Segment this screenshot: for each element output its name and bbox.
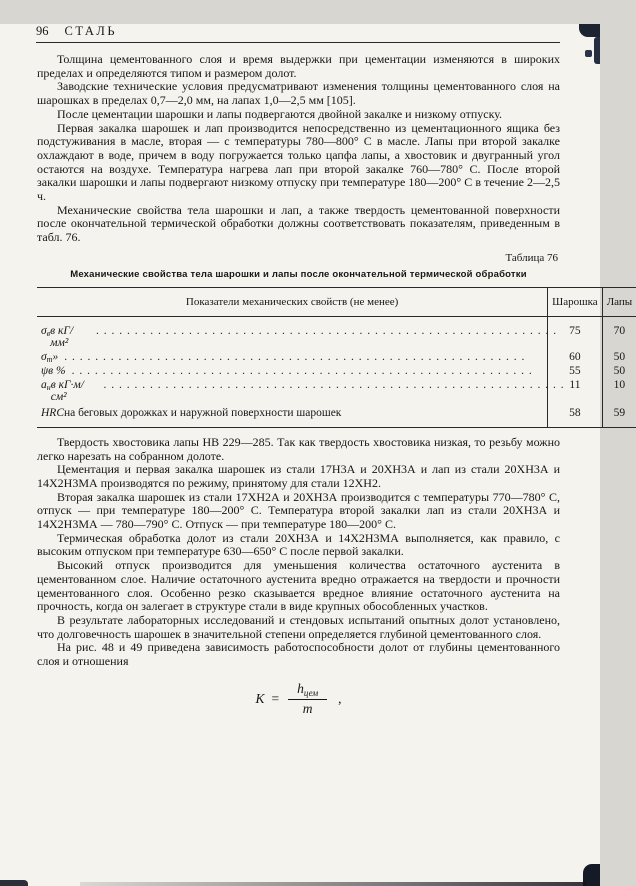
paragraph: Вторая закалка шарошек из стали 17ХН2А и 20ХН3А производится с температуры 770—780° С, отпуск — при температуре 180—200° С. Температура второй закалки лап из стали 20ХН3А и 14Х2Н3МА — 780—790° С. Отпуск — при температуре 180—200° С. (37, 489, 560, 532)
paragraph: После цементации шарошки и лапы подвергаются двойной закалке и низкому отпуску. (57, 106, 503, 121)
value-lapy: 10 (602, 378, 636, 404)
formula-lhs: K (255, 690, 265, 706)
paragraph: Термическая обработка долот из стали 20ХН3А и 14Х2Н3МА выполняется, как правило, с высоким отпуском при температуре 630—650° С после первой закалки. (37, 530, 560, 559)
numerator-base: h (297, 680, 304, 696)
row-symbol: HRC (41, 406, 64, 419)
row-symbol: σ (41, 350, 47, 363)
table-row (37, 404, 636, 428)
table-number-label: Таблица 76 (505, 251, 558, 264)
table-caption: Механические свойства тела шарошки и лапы после окончательной термической обработки (70, 268, 527, 280)
table-row (37, 350, 636, 364)
running-head (36, 24, 560, 43)
page-content (37, 52, 633, 717)
formula-trailing-comma: , (338, 690, 342, 706)
value-sharoshka: 60 (548, 350, 603, 364)
row-units: в кГ·м/см² (50, 378, 84, 403)
row-symbol: a (41, 378, 47, 391)
paragraph: Цементация и первая закалка шарошек из стали 17Н3А и 20ХН3А и лап из стали 20ХН3А и 14Х2Н3МА производятся по режиму, принятому для стали 12ХН2. (37, 462, 560, 490)
dot-leader: . . . . . . . . . . . . . . . . . . . . . . . . . . . . . . . . . . . . . . . . . . . . . . . . . . . . . . . . . . . . (71, 364, 533, 377)
paragraph: Заводские технические условия предусматривают изменения толщины цементованного слоя на шарошках в пределах 0,7—2,0 мм, на лапах 1,0—2,5 мм [105]. (37, 79, 560, 108)
paragraph: На рис. 48 и 49 приведена зависимость работоспособности долот от глубины цементованного слоя и отношения (37, 640, 560, 669)
column-header-spec: Показатели механических свойств (не менее) (37, 287, 548, 316)
dot-leader: . . . . . . . . . . . . . . . . . . . . . . . . . . . . . . . . . . . . . . . . . . . . . . . . . . . . . . . . . . . . (64, 350, 526, 363)
page-number: 96 (36, 24, 49, 38)
value-sharoshka: 11 (548, 378, 603, 404)
value-lapy: 70 (602, 316, 636, 350)
paragraph: В результате лабораторных исследований и стендовых испытаний опытных долот установлено, что долговечность шарошек в значительной степени определяется глубиной цементованного слоя. (37, 612, 560, 641)
row-units: в кГ/мм² (50, 324, 74, 349)
value-lapy: 50 (602, 350, 636, 364)
row-units: » (52, 350, 59, 363)
row-symbol-sub: в (46, 328, 51, 338)
paragraph: Высокий отпуск производится для уменьшения количества остаточного аустенита в цементованном слое. Наличие остаточного аустенита вредно отражается на твердости и прочности цементованного слоя. Особенно резко сказывается вредное влияние остаточного аустенита на прочность, когда он залегает в структуре стали в виде крупных обособленных участков. (37, 558, 560, 614)
value-sharoshka: 75 (548, 316, 603, 350)
scanned-book-page (0, 24, 633, 886)
row-symbol-sub: т (46, 354, 53, 364)
formula-fraction (288, 681, 327, 717)
numerator-subscript: цем (303, 687, 319, 698)
scan-artifact-bottom-left (0, 880, 28, 886)
running-title: СТАЛЬ (64, 24, 118, 38)
formula-numerator (288, 681, 327, 700)
paragraph: Механические свойства тела шарошки и лап, а также твердость цементованной поверхности после окончательной термической обработки должны соответствовать показателям, приведенным в табл. 76. (37, 202, 560, 245)
formula-k-equals-hcem-over-m (37, 681, 560, 717)
scan-artifact-bottom-edge (80, 882, 586, 886)
table-row (37, 378, 636, 404)
row-description: на беговых дорожках и наружной поверхности шарошек (64, 406, 342, 419)
value-lapy: 50 (602, 364, 636, 378)
table-row (37, 316, 636, 350)
formula-denominator: m (302, 700, 313, 716)
row-symbol: σ (41, 324, 47, 337)
value-sharoshka: 58 (548, 404, 603, 428)
table-row (37, 364, 636, 378)
column-header-sharoshka: Шарошка (548, 287, 603, 316)
paragraph: Толщина цементованного слоя и время выдержки при цементации изменяются в широких пределах и определяются типом и размером долот. (37, 52, 560, 80)
paragraph: Первая закалка шарошек и лап производится непосредственно из цементационного ящика без подстуживания в масле, вторая — с температуры 780—800° С в масле. Лапы при второй закалке охлаждают в воде, причем в воду погружается только цапфа лапы, а хвостовик и двугранный угол остаются на воздухе. Температура нагрева лап при второй закалке 760—780° С. После второй закалки шарошки и лапы подвергают низкому отпуску при температуре 180—200° С в течение 2—2,5 ч. (37, 120, 560, 204)
table-header-row (37, 287, 636, 316)
scan-artifact-blob (585, 50, 592, 57)
mechanical-properties-table (37, 287, 636, 428)
value-lapy: 59 (602, 404, 636, 428)
paragraph: Твердость хвостовика лапы НВ 229—285. Так как твердость хвостовика низкая, то резьбу можно легко нарезать на собранном долоте. (37, 434, 560, 463)
column-header-lapy: Лапы (602, 287, 636, 316)
formula-equals: = (271, 690, 280, 706)
scan-artifact-right-edge (594, 37, 600, 64)
dot-leader: . . . . . . . . . . . . . . . . . . . . . . . . . . . . . . . . . . . . . . . . . . . . . . . . . . . . . . . . . . . . (103, 378, 565, 391)
dot-leader: . . . . . . . . . . . . . . . . . . . . . . . . . . . . . . . . . . . . . . . . . . . . . . . . . . . . . . . . . . . . (96, 324, 558, 337)
row-units: в % (48, 364, 66, 377)
value-sharoshka: 55 (548, 364, 603, 378)
row-symbol: ψ (41, 364, 49, 377)
scan-artifact-top-right (579, 24, 600, 37)
row-symbol-sub: н (46, 382, 51, 392)
